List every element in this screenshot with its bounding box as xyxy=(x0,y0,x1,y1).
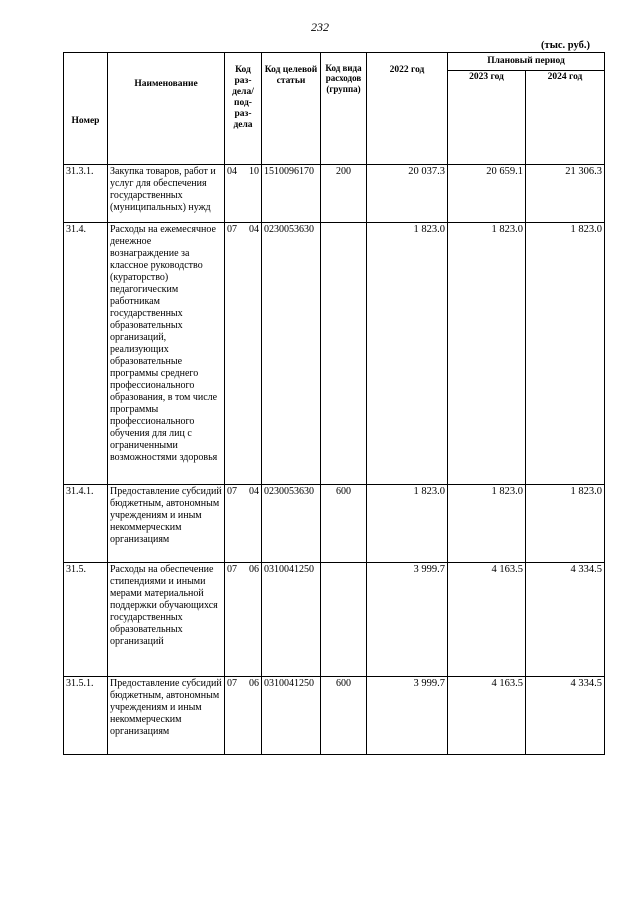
section-code: 04 xyxy=(227,166,237,177)
table-row xyxy=(64,485,605,563)
row-2022: 20 037.3 xyxy=(367,165,448,223)
row-target: 0230053630 xyxy=(262,223,321,485)
row-2024: 1 823.0 xyxy=(526,223,605,485)
row-2023: 4 163.5 xyxy=(448,677,526,755)
row-2023: 20 659.1 xyxy=(448,165,526,223)
header-2022: 2022 год xyxy=(367,53,448,165)
row-section xyxy=(225,485,262,563)
row-name: Расходы на обеспечение стипендиями и иными мерами материальной поддержки обучающихся государственных образовательных организаций xyxy=(108,563,225,677)
row-name: Закупка товаров, работ и услуг для обеспечения государственных (муниципальных) нужд xyxy=(108,165,225,223)
section-code: 07 xyxy=(227,564,237,575)
row-expense-type: 600 xyxy=(321,485,367,563)
row-expense-type xyxy=(321,223,367,485)
row-2023: 1 823.0 xyxy=(448,223,526,485)
row-number: 31.3.1. xyxy=(64,165,108,223)
row-section xyxy=(225,223,262,485)
row-2024: 1 823.0 xyxy=(526,485,605,563)
units-label: (тыс. руб.) xyxy=(541,40,590,51)
header-planned-period: Плановый период xyxy=(448,53,605,71)
page-number: 232 xyxy=(311,20,329,34)
row-2022: 1 823.0 xyxy=(367,223,448,485)
header-name: Наименование xyxy=(108,53,225,165)
row-target: 0230053630 xyxy=(262,485,321,563)
header-2023: 2023 год xyxy=(448,71,526,165)
subsection-code: 04 xyxy=(249,224,259,235)
header-target: Код целевой статьи xyxy=(262,53,321,165)
row-2022: 3 999.7 xyxy=(367,563,448,677)
row-2024: 21 306.3 xyxy=(526,165,605,223)
row-2022: 1 823.0 xyxy=(367,485,448,563)
header-expense-type: Код вида расходов (группа) xyxy=(321,53,367,165)
row-expense-type: 200 xyxy=(321,165,367,223)
table-row xyxy=(64,563,605,677)
subsection-code: 06 xyxy=(249,564,259,575)
header-section: Код раз-дела/ под-раз-дела xyxy=(225,53,262,165)
header-number: Номер xyxy=(64,53,108,165)
row-section xyxy=(225,563,262,677)
row-2024: 4 334.5 xyxy=(526,563,605,677)
table-row xyxy=(64,677,605,755)
section-code: 07 xyxy=(227,224,237,235)
row-number: 31.5.1. xyxy=(64,677,108,755)
table-header xyxy=(64,53,605,165)
row-expense-type: 600 xyxy=(321,677,367,755)
section-code: 07 xyxy=(227,486,237,497)
row-target: 0310041250 xyxy=(262,677,321,755)
row-name: Предоставление субсидий бюджетным, автономным учреждениям и иным некоммерческим организациям xyxy=(108,485,225,563)
subsection-code: 10 xyxy=(249,166,259,177)
row-2023: 1 823.0 xyxy=(448,485,526,563)
row-number: 31.4. xyxy=(64,223,108,485)
row-name: Расходы на ежемесячное денежное вознаграждение за классное руководство (кураторство) педагогическим работникам государственных образовательных организаций, реализующих образовательные программы среднего профессионального образования, в том числе программы профессионального обучения для лиц с ограниченными возможностями здоровья xyxy=(108,223,225,485)
section-code: 07 xyxy=(227,678,237,689)
row-expense-type xyxy=(321,563,367,677)
row-target: 1510096170 xyxy=(262,165,321,223)
row-2024: 4 334.5 xyxy=(526,677,605,755)
table-row xyxy=(64,165,605,223)
row-2022: 3 999.7 xyxy=(367,677,448,755)
table-row xyxy=(64,223,605,485)
row-section xyxy=(225,165,262,223)
row-target: 0310041250 xyxy=(262,563,321,677)
row-2023: 4 163.5 xyxy=(448,563,526,677)
row-section xyxy=(225,677,262,755)
row-number: 31.5. xyxy=(64,563,108,677)
header-2024: 2024 год xyxy=(526,71,605,165)
budget-table xyxy=(63,52,605,755)
row-number: 31.4.1. xyxy=(64,485,108,563)
row-name: Предоставление субсидий бюджетным, автономным учреждениям и иным некоммерческим организациям xyxy=(108,677,225,755)
subsection-code: 04 xyxy=(249,486,259,497)
subsection-code: 06 xyxy=(249,678,259,689)
